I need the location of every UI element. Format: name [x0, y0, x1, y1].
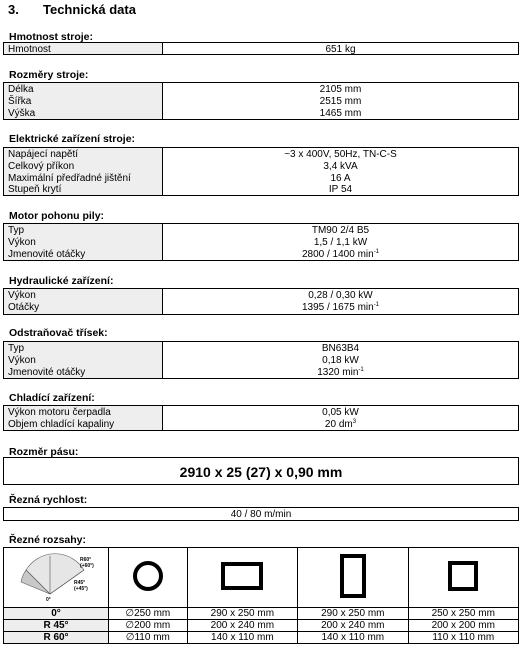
band-size: 2910 x 25 (27) x 0,90 mm: [179, 464, 343, 480]
table-row: Výkon 0,28 / 0,30 kW: [8, 290, 373, 301]
band-title: Rozměr pásu:: [9, 446, 79, 458]
table-row: Objem chladící kapaliny 20 $dm^3$: [8, 419, 357, 430]
tall-rect-icon: [298, 548, 408, 608]
table-row: Napájecí napětí ~3 x 400V, 50Hz, TN-C-S: [8, 149, 397, 160]
square-icon: [408, 548, 518, 608]
speed-box: [3, 507, 519, 521]
electrical-title: Elektrické zařízení stroje:: [9, 133, 136, 145]
chip-remover-table: [3, 341, 519, 379]
table-row: Stupeň krytí IP 54: [8, 184, 353, 195]
svg-text:(+45°): (+45°): [74, 586, 88, 592]
dimensions-title: Rozměry stroje:: [9, 69, 89, 81]
table-row: Výška 1465 mm: [8, 108, 362, 119]
svg-text:(+60°): (+60°): [80, 563, 94, 569]
dimensions-table: [3, 82, 519, 120]
flat-rect-icon: [187, 548, 297, 608]
cutting-ranges-table: [3, 547, 519, 644]
section-title: Technická data: [43, 2, 136, 17]
speed-title: Řezná rychlost:: [9, 494, 88, 506]
table-row: Jmenovité otáčky 1320 $\min^{-1}$: [8, 367, 364, 378]
angle-diagram-icon: [4, 548, 108, 604]
electrical-table: [3, 147, 519, 196]
table-row: Výkon motoru čerpadla 0,05 kW: [8, 407, 359, 418]
table-row: Maximální předřadné jištění 16 A: [8, 173, 351, 184]
table-row: Výkon 1,5 / 1,1 kW: [8, 237, 368, 248]
band-box: [3, 457, 519, 485]
table-row: R 60° ∅110 mm 140 x 110 mm 140 x 110 mm 110 x 110 mm: [4, 632, 519, 644]
section-number: 3.: [8, 2, 19, 17]
table-row: Jmenovité otáčky 2800 / 1400 $\min^{-1}$: [8, 249, 380, 260]
weight-title: Hmotnost stroje:: [9, 31, 93, 43]
ranges-title: Řezné rozsahy:: [9, 534, 87, 546]
hydraulic-title: Hydraulické zařízení:: [9, 275, 114, 287]
table-row: Šířka 2515 mm: [8, 96, 362, 107]
saw-motor-table: [3, 223, 519, 261]
table-row: Délka 2105 mm: [8, 84, 362, 95]
angle-diagram-cell: [4, 548, 109, 608]
cooling-title: Chladící zařízení:: [9, 392, 95, 404]
table-row: 0° ∅250 mm 290 x 250 mm 290 x 250 mm 250 x 250 mm: [4, 608, 519, 620]
svg-text:R60°: R60°: [80, 557, 92, 563]
round-bar-icon: [109, 548, 188, 608]
cutting-speed: 40 / 80 m/min: [230, 509, 292, 520]
cooling-table: [3, 405, 519, 431]
table-row: Výkon 0,18 kW: [8, 355, 359, 366]
svg-text:0°: 0°: [46, 597, 51, 603]
table-row: R 45° ∅200 mm 200 x 240 mm 200 x 240 mm 200 x 200 mm: [4, 620, 519, 632]
svg-text:R45°: R45°: [74, 580, 86, 586]
table-row: Typ TM90 2/4 B5: [8, 225, 370, 236]
table-row: Hmotnost 651 kg: [8, 44, 356, 55]
weight-table: [3, 42, 519, 55]
section-heading: [8, 2, 136, 17]
chip-remover-title: Odstraňovač třísek:: [9, 327, 108, 339]
hydraulic-table: [3, 288, 519, 315]
table-row: Celkový příkon 3,4 kVA: [8, 161, 358, 172]
table-row: Typ BN63B4: [8, 343, 360, 354]
saw-motor-title: Motor pohonu pily:: [9, 210, 105, 222]
table-row: Otáčky 1395 / 1675 $\min^{-1}$: [8, 302, 380, 313]
